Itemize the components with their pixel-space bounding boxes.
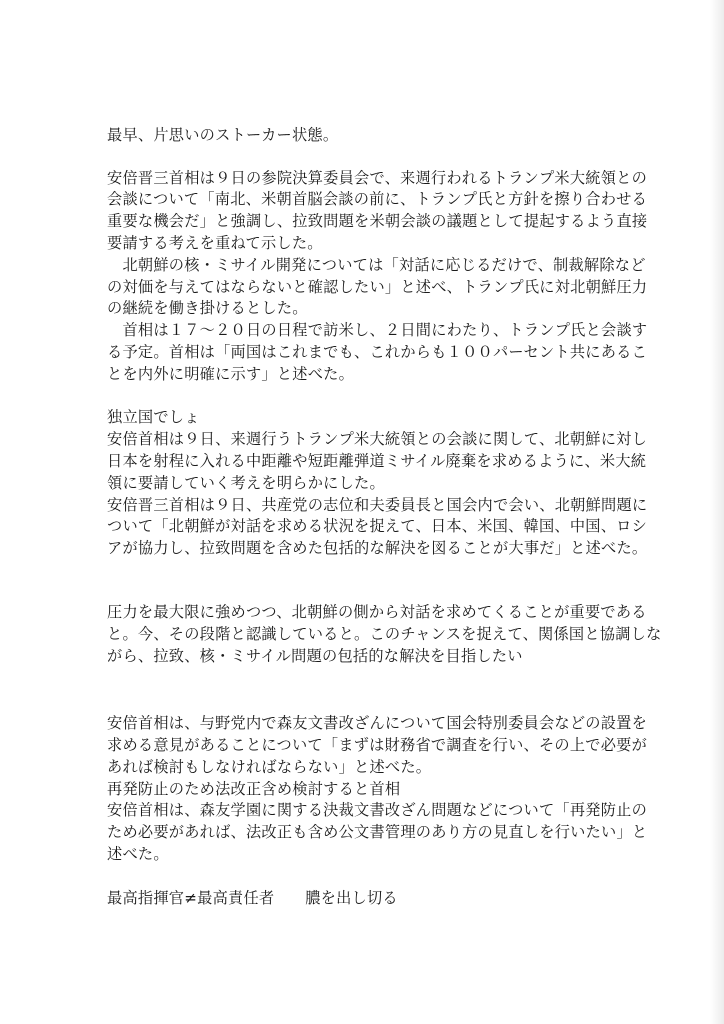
paragraph-line: 北朝鮮の核・ミサイル開発については「対話に応じるだけで、制裁解除など — [107, 256, 646, 274]
closing-line: 最高指揮官≠最高責任者 膿を出し切る — [107, 889, 398, 907]
paragraph-line: あれば検討もしなければならない」と述べた。 — [107, 758, 432, 776]
section-heading-line: 独立国でしょ — [107, 408, 200, 426]
paragraph-line: 首相は１７～２０日の日程で訪米し、２日間にわたり、トランプ氏と会談す — [107, 321, 648, 339]
paragraph-line: アが協力し、拉致問題を含めた包括的な解決を図ることが大事だ」と述べた。 — [107, 539, 648, 557]
paragraph-line: 会談について「南北、米朝首脳会談の前に、トランプ氏と方針を擦り合わせる — [107, 190, 648, 208]
paragraph-line: 日本を射程に入れる中距離や短距離弾道ミサイル廃棄を求めるように、米大統 — [107, 452, 647, 470]
paragraph-line: 安倍晋三首相は９日の参院決算委員会で、来週行われるトランプ米大統領との — [107, 169, 648, 187]
paragraph-line: 求める意見があることについて「まずは財務省で調査を行い、その上で必要が — [107, 736, 648, 754]
paragraph-line: 重要な機会だ」と強調し、拉致問題を米朝会談の議題として提起するよう直接 — [107, 212, 648, 230]
paragraph-line: 安倍首相は９日、来週行うトランプ米大統領との会談に関して、北朝鮮に対し — [107, 430, 648, 448]
paragraph-line: の継続を働き掛けるとした。 — [107, 299, 308, 317]
paragraph-line: ついて「北朝鮮が対話を求める状況を捉えて、日本、米国、韓国、中国、ロシ — [107, 517, 648, 535]
section-heading-line: 再発防止のため法改正含め検討すると首相 — [107, 780, 401, 798]
scan-edge-shadow — [710, 0, 724, 1024]
paragraph-line: 圧力を最大限に強めつつ、北朝鮮の側から対話を求めてくることが重要である — [107, 603, 647, 621]
paragraph-line: 領に要請していく考えを明らかにした。 — [107, 474, 385, 492]
paragraph-line: とを内外に明確に示す」と述べた。 — [107, 365, 354, 383]
paragraph-line: 要請する考えを重ねて示した。 — [107, 234, 323, 252]
paragraph-line: 安倍晋三首相は９日、共産党の志位和夫委員長と国会内で会い、北朝鮮問題に — [107, 496, 648, 514]
paragraph-line: 安倍首相は、森友学園に関する決裁文書改ざん問題などについて「再発防止の — [107, 801, 648, 819]
paragraph-line: がら、拉致、核・ミサイル問題の包括的な解決を目指したい — [107, 647, 523, 665]
intro-line: 最早、片思いのストーカー状態。 — [107, 126, 339, 144]
paragraph-line: 安倍首相は、与野党内で森友文書改ざんについて国会特別委員会などの設置を — [107, 714, 648, 732]
paragraph-line: る予定。首相は「両国はこれまでも、これからも１００パーセント共にあるこ — [107, 343, 648, 361]
paragraph-line: ため必要があれば、法改正も含め公文書管理のあり方の見直しを行いたい」と — [107, 823, 648, 841]
paragraph-line: 述べた。 — [107, 845, 169, 863]
paragraph-line: の対価を与えてはならないと確認したい」と述べ、トランプ氏に対北朝鮮圧力 — [107, 278, 648, 296]
paragraph-line: と。今、その段階と認識していると。このチャンスを捉えて、関係国と協調しな — [107, 625, 662, 643]
